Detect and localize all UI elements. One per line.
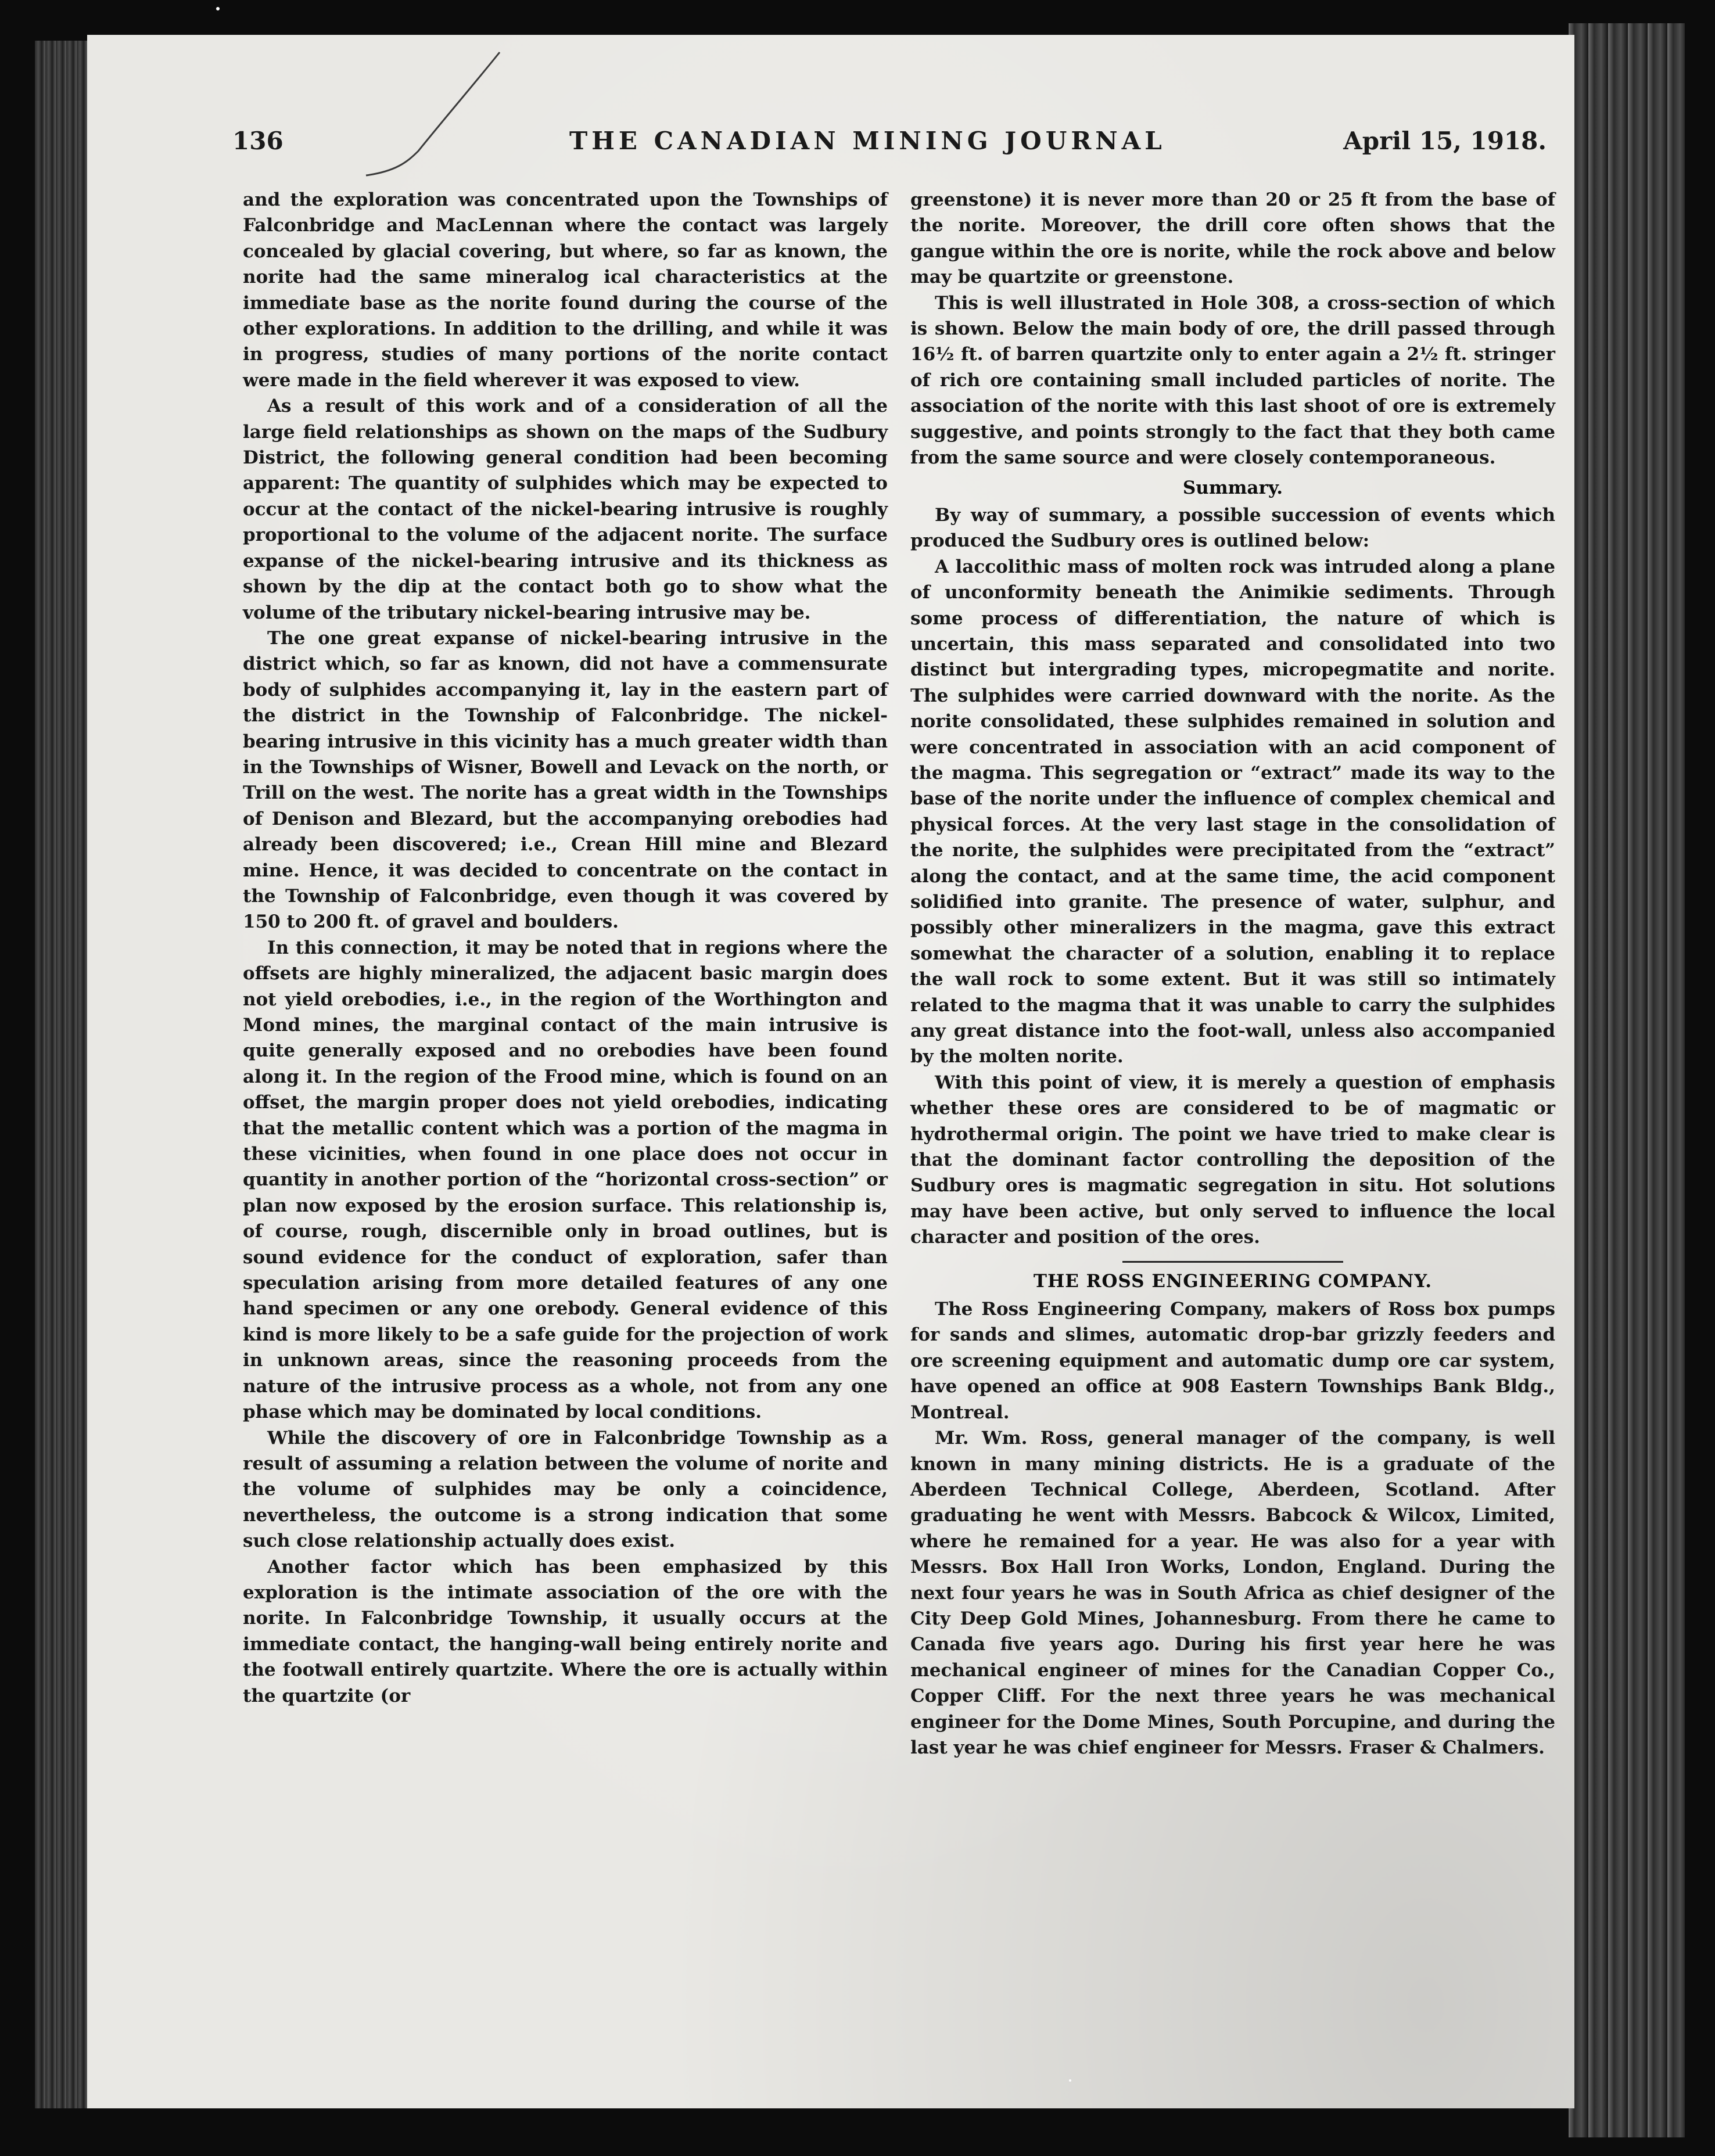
issue-date: April 15, 1918. (1343, 127, 1547, 155)
paragraph: In this connection, it may be noted that in regions where the offsets are highly mineralized, the adjacent basic margin does not yield orebodies, i.e., in the region of the Worthington and Mond mines, the marginal contact of the main intrusive is quite generally exposed and no orebodies have been found along it. In the region of the Frood mine, which is found on an offset, the margin proper does not yield orebodies, indicating that the metallic content which was a portion of the magma in these vicinities, when found in one place does not occur in quantity in another portion of the “horizontal cross-section” or plan now exposed by the erosion surface. This relationship is, of course, rough, discernible only in broad outlines, but is sound evidence for the conduct of exploration, safer than speculation arising from more detailed features of any one hand specimen or any one orebody. General evidence of this kind is more likely to be a safe guide for the projection of work in unknown areas, since the reasoning proceeds from the nature of the intrusive process as a whole, not from any one phase which may be dominated by local conditions. (243, 937, 888, 1423)
paragraph: and the exploration was concentrated upon the Townships of Falconbridge and MacLennan where the contact was largely concealed by glacial covering, but where, so far as known, the norite had the same mineralog ical characteristics at the immediate base as the norite found during the course of the other explorations. In addition to the drilling, and while it was in progress, studies of many portions of the norite contact were made in the field wherever it was exposed to view. (243, 189, 888, 391)
page-stack-edge (1569, 23, 1685, 2137)
page-header (232, 127, 1569, 167)
paragraph: greenstone) it is never more than 20 or 25 ft from the base of the norite. Moreover, the drill core often shows that the gangue within the ore is norite, while the rock above and below may be quartzite or greenstone. (910, 189, 1555, 288)
journal-title: THE CANADIAN MINING JOURNAL (569, 127, 1166, 155)
paragraph: As a result of this work and of a consideration of all the large field relationships as shown on the maps of the Sudbury District, the following general condition had been becoming apparent: The quantity of sulphides which may be expected to occur at the contact of the nickel-bearing intrusive is roughly proportional to the volume of the adjacent norite. The surface expanse of the nickel-bearing intrusive and its thickness as shown by the dip at the contact both go to show what the volume of the tributary nickel-bearing intrusive may be. (243, 396, 888, 623)
dust-speck (216, 7, 220, 10)
summary-heading: Summary. (1182, 477, 1283, 499)
paragraph: Another factor which has been emphasized by this exploration is the intimate association of the ore with the norite. In Falconbridge Township, it usually occurs at the immediate contact, the hanging-wall being entirely norite and the footwall entirely quartzite. Where the ore is actually within the quartzite (or (243, 1556, 888, 1706)
right-column (910, 187, 1555, 1760)
page-number: 136 (232, 127, 284, 155)
left-column (243, 187, 888, 1709)
dust-speck (1069, 2079, 1071, 2082)
paragraph: With this point of view, it is merely a question of emphasis whether these ores are considered to be of magmatic or hydrothermal origin. The point we have tried to make clear is that the dominant factor controlling the deposition of the Sudbury ores is magmatic segregation in situ. Hot solutions may have been active, but only served to influence the local character and position of the ores. (910, 1072, 1555, 1248)
paragraph: A laccolithic mass of molten rock was intruded along a plane of unconformity beneath the Animikie sediments. Through some process of differentiation, the nature of which is uncertain, this mass separated and consolidated into two distinct but intergrading types, micropegmatite and norite. The sulphides were carried downward with the norite. As the norite consolidated, these sulphides remained in solution and were concentrated in association with an acid component of the magma. This segregation or “extract” made its way to the base of the norite under the influence of complex chemical and physical forces. At the very last stage in the consolidation of the norite, the sulphides were precipitated from the “extract” along the contact, and at the same time, the acid component solidified into granite. The presence of water, sulphur, and possibly other mineralizers in the magma, gave this extract somewhat the character of a solution, enabling it to replace the wall rock to some extent. But it was still so intimately related to the magma that it was unable to carry the sulphides any great distance into the foot-wall, unless also accompanied by the molten norite. (910, 556, 1555, 1068)
section-divider (1122, 1261, 1343, 1263)
article-heading: THE ROSS ENGINEERING COMPANY. (1033, 1270, 1433, 1292)
paragraph: This is well illustrated in Hole 308, a cross-section of which is shown. Below the main body of ore, the drill passed through 16½ ft. of barren quartzite only to enter again a 2½ ft. stringer of rich ore containing small included particles of norite. The association of the norite with this last shoot of ore is extremely suggestive, and points strongly to the fact that they both came from the same source and were closely contemporaneous. (910, 292, 1555, 469)
paragraph: Mr. Wm. Ross, general manager of the company, is well known in many mining districts. He is a graduate of the Aberdeen Technical College, Aberdeen, Scotland. After graduating he went with Messrs. Babcock & Wilcox, Limited, where he remained for a year. He was also for a year with Messrs. Box Hall Iron Works, London, England. During the next four years he was in South Africa as chief designer of the City Deep Gold Mines, Johannesburg. From there he came to Canada five years ago. During his first year here he was mechanical engineer of mines for the Canadian Copper Co., Copper Cliff. For the next three years he was mechanical engineer for the Dome Mines, South Porcupine, and during the last year he was chief engineer for Messrs. Fraser & Chalmers. (910, 1428, 1555, 1758)
paragraph: The Ross Engineering Company, makers of Ross box pumps for sands and slimes, automatic drop-bar grizzly feeders and ore screening equipment and automatic dump ore car system, have opened an office at 908 Eastern Townships Bank Bldg., Montreal. (910, 1299, 1555, 1423)
paragraph: By way of summary, a possible succession of events which produced the Sudbury ores is outlined below: (910, 504, 1555, 552)
paragraph: While the discovery of ore in Falconbridge Township as a result of assuming a relation between the volume of norite and the volume of sulphides may be only a coincidence, nevertheless, the outcome is a strong indication that some such close relationship actually does exist. (243, 1427, 888, 1552)
paragraph: The one great expanse of nickel-bearing intrusive in the district which, so far as known, did not have a commensurate body of sulphides accompanying it, lay in the eastern part of the district in the Township of Falconbridge. The nickel-bearing intrusive in this vicinity has a much greater width than in the Townships of Wisner, Bowell and Levack on the north, or Trill on the west. The norite has a great width in the Townships of Denison and Blezard, but the accompanying orebodies had already been discovered; i.e., Crean Hill mine and Blezard mine. Hence, it was decided to concentrate on the contact in the Township of Falconbridge, even though it was covered by 150 to 200 ft. of gravel and boulders. (243, 627, 888, 933)
